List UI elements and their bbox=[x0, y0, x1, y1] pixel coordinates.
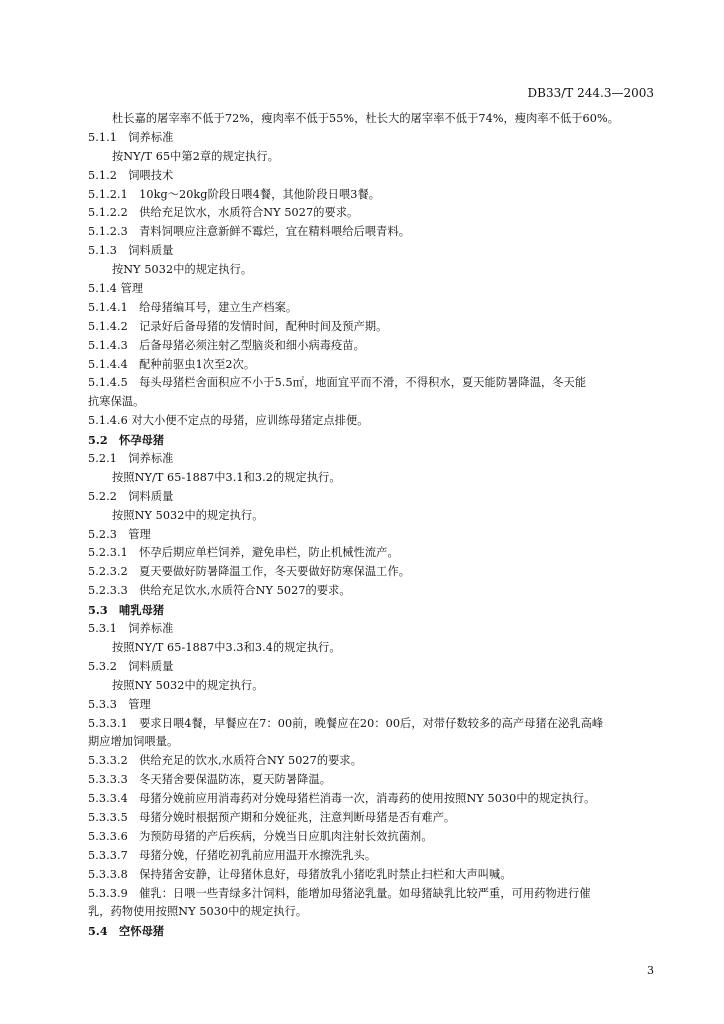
text-line: 杜长嘉的屠宰率不低于72%，瘦肉率不低于55%，杜长大的屠宰率不低于74%，瘦肉率不低于60%。 bbox=[112, 112, 620, 125]
text-line: 5.2.3.1 怀孕后期应单栏饲养，避免串栏，防止机械性流产。 bbox=[88, 546, 399, 560]
text-line: 5.1.3 饲料质量 bbox=[88, 244, 174, 258]
text-line: 5.1.1 饲养标准 bbox=[88, 130, 174, 144]
text-line: 5.1.4.3 后备母猪必须注射乙型脑炎和细小病毒疫苗。 bbox=[88, 338, 365, 352]
text-line: 5.3.3.4 母猪分娩前应用消毒药对分娩母猪栏消毒一次，消毒药的使用按照NY 5030中的规定执行。 bbox=[88, 792, 596, 806]
section-heading: 5.3 哺乳母猪 bbox=[88, 603, 165, 618]
text-line: 5.2.3 管理 bbox=[88, 527, 151, 541]
text-line: 乳，药物使用按照NY 5030中的规定执行。 bbox=[88, 905, 308, 919]
text-line: 按照NY/T 65-1887中3.1和3.2的规定执行。 bbox=[112, 470, 341, 484]
page-number: 3 bbox=[647, 964, 654, 977]
text-line: 5.3.3.7 母猪分娩，仔猪吃初乳前应用温开水擦洗乳头。 bbox=[88, 848, 377, 862]
text-line: 5.3.3 管理 bbox=[88, 697, 151, 711]
text-line: 抗寒保温。 bbox=[88, 395, 145, 409]
text-line: 5.3.3.6 为预防母猪的产后疾病，分娩当日应肌肉注射长效抗菌剂。 bbox=[88, 829, 433, 843]
text-line: 按NY/T 65中第2章的规定执行。 bbox=[112, 149, 279, 163]
text-line: 按照NY 5032中的规定执行。 bbox=[112, 508, 264, 522]
text-line: 5.1.4.2 记录好后备母猪的发情时间，配种时间及预产期。 bbox=[88, 319, 388, 333]
text-line: 5.1.4.4 配种前驱虫1次至2次。 bbox=[88, 357, 256, 371]
text-line: 5.3.3.5 母猪分娩时根据预产期和分娩征兆，注意判断母猪是否有难产。 bbox=[88, 810, 456, 824]
text-line: 5.2.3.2 夏天要做好防暑降温工作，冬天要做好防寒保温工作。 bbox=[88, 565, 411, 579]
text-line: 5.1.4.1 给母猪编耳号，建立生产档案。 bbox=[88, 300, 298, 314]
text-line: 按照NY/T 65-1887中3.3和3.4的规定执行。 bbox=[112, 640, 341, 654]
text-line: 5.2.1 饲养标准 bbox=[88, 452, 174, 466]
text-line: 5.3.3.9 催乳：日喂一些青绿多汁饲料，能增加母猪泌乳量。如母猪缺乳比较严重，可用药物进行催 bbox=[88, 886, 591, 900]
text-line: 5.1.2 饲喂技术 bbox=[88, 168, 174, 182]
text-line: 5.3.3.2 供给充足的饮水,水质符合NY 5027的要求。 bbox=[88, 754, 362, 768]
text-line: 5.3.2 饲料质量 bbox=[88, 659, 174, 673]
text-line: 5.2.3.3 供给充足饮水,水质符合NY 5027的要求。 bbox=[88, 584, 351, 598]
text-line: 5.1.2.2 供给充足饮水，水质符合NY 5027的要求。 bbox=[88, 206, 359, 220]
text-line: 5.3.3.8 保持猪舍安静，让母猪休息好，母猪放乳小猪吃乳时禁止扫栏和大声叫喊。 bbox=[88, 867, 512, 881]
text-line: 5.1.4 管理 bbox=[88, 282, 144, 296]
text-line: 5.1.2.3 青料饲喂应注意新鲜不霉烂，宜在精料喂给后喂青料。 bbox=[88, 225, 411, 239]
text-line: 5.2.2 饲料质量 bbox=[88, 489, 174, 503]
section-heading: 5.4 空怀母猪 bbox=[88, 924, 165, 939]
text-line: 5.3.1 饲养标准 bbox=[88, 622, 174, 636]
text-line: 5.3.3.3 冬天猪舍要保温防冻，夏天防暑降温。 bbox=[88, 773, 332, 787]
text-line: 按照NY 5032中的规定执行。 bbox=[112, 678, 264, 692]
text-line: 5.1.2.1 10kg～20kg阶段日喂4餐，其他阶段日喂3餐。 bbox=[88, 187, 381, 201]
text-line: 按NY 5032中的规定执行。 bbox=[112, 263, 253, 277]
document-code: DB33/T 244.3—2003 bbox=[527, 86, 654, 100]
text-line: 期应增加饲喂量。 bbox=[88, 735, 179, 749]
section-heading: 5.2 怀孕母猪 bbox=[88, 433, 165, 448]
text-line: 5.1.4.5 每头母猪栏舍面积应不小于5.5㎡，地面宜平而不滑，不得积水，夏天能防暑降温，冬天能 bbox=[88, 376, 587, 390]
document-body bbox=[88, 110, 668, 941]
text-line: 5.3.3.1 要求日喂4餐，早餐应在7：00前，晚餐应在20：00后，对带仔数较多的高产母猪在泌乳高峰 bbox=[88, 716, 604, 730]
text-line: 5.1.4.6 对大小便不定点的母猪，应训练母猪定点排便。 bbox=[88, 414, 369, 428]
